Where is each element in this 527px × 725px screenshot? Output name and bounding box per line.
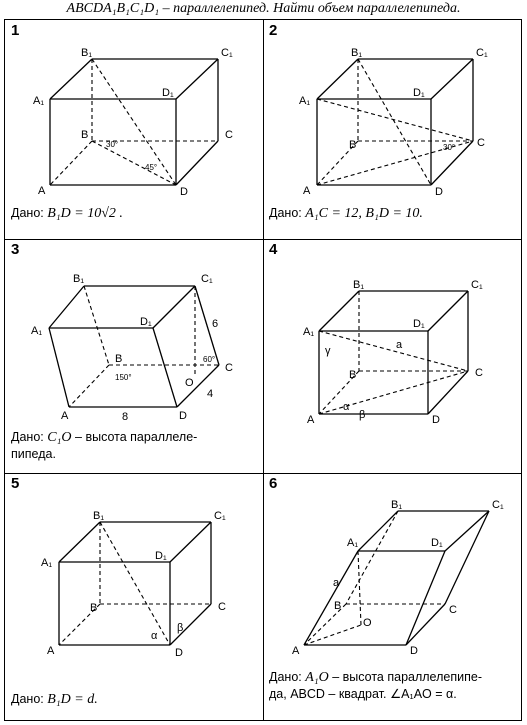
vertex-C1: C₁ (214, 510, 226, 522)
angle-gamma: γ (325, 345, 331, 357)
angle-label: 30° (106, 140, 119, 149)
vertex-D1: D₁ (162, 87, 174, 99)
problem-3 (5, 239, 263, 473)
length-label: a (396, 339, 403, 351)
vertex-B1: B₁ (73, 273, 85, 285)
length-label: 4 (207, 388, 214, 400)
vertex-C1: C₁ (471, 279, 483, 291)
angle-label: 150° (115, 373, 132, 382)
vertex-C: C (449, 604, 457, 616)
problem-number: 5 (11, 475, 20, 492)
problem-number: 2 (269, 22, 278, 39)
figure-4 (263, 239, 521, 473)
length-label: 6 (212, 318, 219, 330)
vertex-D1: D₁ (155, 550, 167, 562)
vertex-C1: C₁ (221, 47, 233, 59)
vertex-D: D (435, 186, 443, 198)
angle-alpha: α (343, 401, 350, 413)
problem-number: 4 (269, 241, 278, 258)
vertex-A: A (47, 645, 55, 657)
vertex-D: D (175, 647, 183, 659)
vertex-A: A (303, 185, 311, 197)
vertex-D: D (410, 645, 418, 657)
vertex-D1: D₁ (413, 87, 425, 99)
vertex-B: B (349, 369, 357, 381)
given-text: Дано: B₁D = 10√2 . (11, 206, 123, 221)
vertex-C: C (225, 362, 233, 374)
problem-5 (5, 473, 263, 720)
problem-4 (263, 239, 521, 473)
vertex-D: D (432, 414, 440, 426)
vertex-A: A (307, 414, 315, 426)
angle-label: 45° (145, 163, 158, 172)
angle-beta: β (177, 622, 184, 634)
vertex-B1: B₁ (351, 47, 363, 59)
vertex-A: A (38, 185, 46, 197)
vertex-D: D (179, 410, 187, 422)
vertex-A1: A₁ (31, 325, 43, 337)
given-text: Дано: B₁D = d. (11, 692, 98, 707)
angle-label: 60° (203, 355, 216, 364)
length-label: 8 (122, 411, 129, 423)
vertex-A1: A₁ (303, 326, 315, 338)
vertex-B: B (115, 353, 123, 365)
page-title: ABCDA₁B₁C₁D₁ – параллелепипед. Найти объем параллелепипеда. (66, 1, 461, 16)
problem-number: 6 (269, 475, 278, 492)
angle-alpha: α (151, 630, 158, 642)
vertex-C1: C₁ (476, 47, 488, 59)
vertex-D1: D₁ (431, 537, 443, 549)
problem-2 (263, 20, 521, 239)
problem-6 (263, 473, 521, 720)
length-label: a (333, 577, 340, 589)
problem-1 (5, 20, 263, 239)
problem-number: 1 (11, 22, 20, 39)
vertex-D1: D₁ (413, 318, 425, 330)
vertex-C: C (225, 129, 233, 141)
vertex-O: O (363, 617, 372, 629)
vertex-A1: A₁ (347, 537, 359, 549)
vertex-A: A (292, 645, 300, 657)
vertex-D1: D₁ (140, 316, 152, 328)
given-text: Дано: C₁O – высота параллеле- пипеда. (11, 430, 198, 461)
vertex-A1: A₁ (41, 557, 53, 569)
vertex-C1: C₁ (201, 273, 213, 285)
vertex-B: B (81, 129, 89, 141)
problem-grid (4, 19, 522, 721)
figure-5 (5, 473, 263, 720)
vertex-A1: A₁ (299, 95, 311, 107)
vertex-C1: C₁ (492, 499, 504, 511)
vertex-B1: B₁ (93, 510, 105, 522)
vertex-B: B (349, 139, 357, 151)
given-text: Дано: A₁O – высота параллелепипе- да, ABCD – квадрат. ∠A₁AO = α. (269, 670, 482, 701)
vertex-B1: B₁ (353, 279, 365, 291)
vertex-D: D (180, 186, 188, 198)
vertex-B1: B₁ (391, 499, 403, 511)
vertex-B: B (90, 602, 98, 614)
vertex-C: C (477, 137, 485, 149)
vertex-O: O (185, 377, 194, 389)
given-text: Дано: A₁C = 12, B₁D = 10. (269, 206, 423, 221)
vertex-C: C (475, 367, 483, 379)
vertex-B1: B₁ (81, 47, 93, 59)
vertex-A1: A₁ (33, 95, 45, 107)
angle-label: 30° (443, 143, 456, 152)
angle-beta: β (359, 409, 366, 421)
problem-number: 3 (11, 241, 20, 258)
vertex-C: C (218, 601, 226, 613)
vertex-B: B (334, 600, 342, 612)
vertex-A: A (61, 410, 69, 422)
